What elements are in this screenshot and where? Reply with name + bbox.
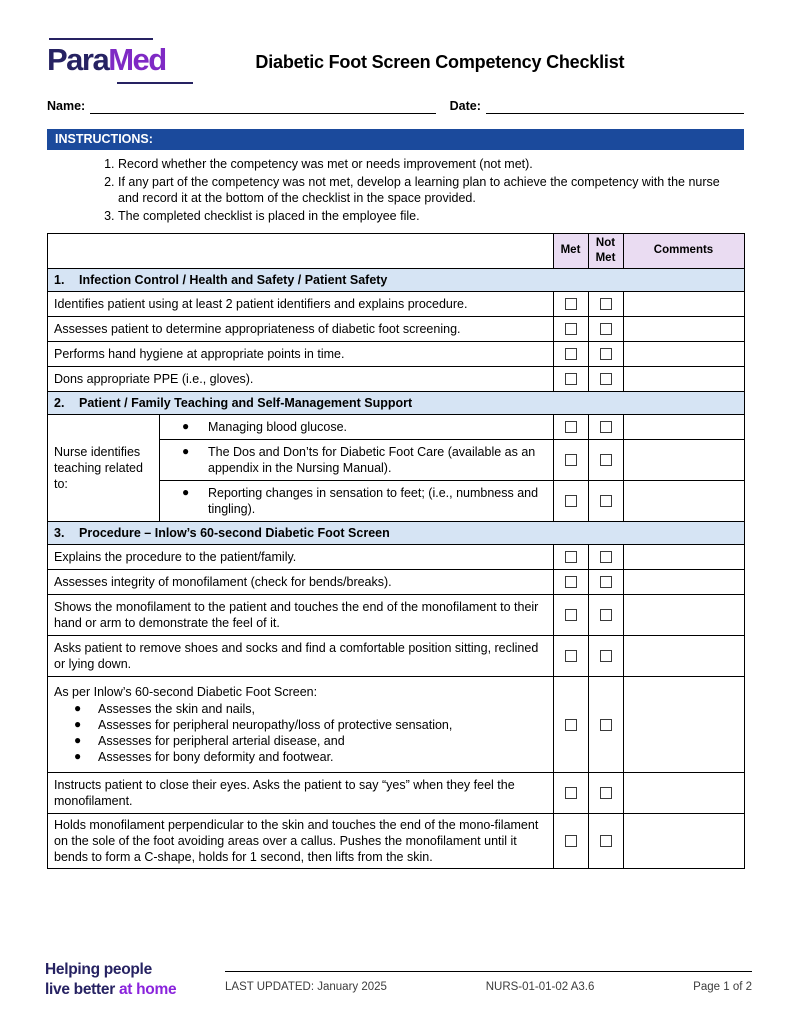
comments-cell[interactable] [624,291,745,316]
not-met-cell [589,544,624,569]
row-description: ● Reporting changes in sensation to feet; (i.e., numbness and tingling). [160,480,554,521]
met-checkbox[interactable] [565,348,577,360]
met-checkbox[interactable] [565,421,577,433]
column-header-row [48,234,745,268]
met-cell [554,569,589,594]
section-number: 3. [54,525,65,540]
met-checkbox[interactable] [565,576,577,588]
row-description: ● The Dos and Don’ts for Diabetic Foot Care (available as an appendix in the Nursing Manual). [160,439,554,480]
page-number: Page 1 of 2 [693,981,752,994]
not-met-checkbox[interactable] [600,787,612,799]
document-code: NURS-01-01-02 A3.6 [485,981,595,994]
section-title: Patient / Family Teaching and Self-Management Support [79,395,413,410]
tagline-line-2: live better at home [45,980,177,998]
row-description: Holds monofilament perpendicular to the skin and touches the end of the mono-filament on the sole of the foot avoiding areas over a callus. Pushes the monofilament until it bends to form a C-shape, holds for 1 second, then lifts from the skin. [48,813,554,868]
section-title: Infection Control / Health and Safety / Patient Safety [79,272,388,287]
met-cell [554,480,589,521]
section-3-header-row [48,521,745,544]
comments-cell[interactable] [624,544,745,569]
name-field [47,99,436,114]
section-2-header [48,391,745,414]
logo-text-para: Para [47,42,109,77]
comments-cell[interactable] [624,676,745,772]
bullet-item: ● Assesses for peripheral neuropathy/loss of protective sensation, [74,716,453,732]
assessment-bullet-list [54,701,546,765]
row-description: Explains the procedure to the patient/family. [48,544,554,569]
not-met-cell [589,772,624,813]
comments-cell[interactable] [624,316,745,341]
bullet-icon: ● [182,443,190,458]
date-label: Date: [449,99,481,114]
table-row [48,414,745,439]
table-row [48,291,745,316]
header-spacer [48,234,554,268]
date-input-line[interactable] [486,99,744,114]
table-row [48,676,745,772]
met-checkbox[interactable] [565,719,577,731]
bullet-item: ● Assesses for bony deformity and footwear. [74,748,334,764]
not-met-cell [589,439,624,480]
name-label: Name: [47,99,86,114]
not-met-cell [589,341,624,366]
table-row [48,772,745,813]
row-description: Identifies patient using at least 2 patient identifiers and explains procedure. [48,291,554,316]
met-cell [554,366,589,391]
instruction-item: 3. The completed checklist is placed in the employee file. [118,208,740,225]
not-met-checkbox[interactable] [600,348,612,360]
instructions-header: INSTRUCTIONS: [47,129,744,150]
bullet-icon: ● [182,418,190,433]
row-description: Shows the monofilament to the patient and touches the end of the monofilament to their hand or arm to demonstrate the feel of it. [48,594,554,635]
not-met-cell [589,316,624,341]
logo-text [47,43,166,77]
table-row [48,813,745,868]
section-title: Procedure – Inlow’s 60-second Diabetic Foot Screen [79,525,390,540]
met-cell [554,635,589,676]
not-met-checkbox[interactable] [600,719,612,731]
date-field [450,99,744,114]
row-description: Dons appropriate PPE (i.e., gloves). [48,366,554,391]
met-cell [554,439,589,480]
page-title: Diabetic Foot Screen Competency Checklist [255,52,625,72]
not-met-cell [589,813,624,868]
table-row [48,635,745,676]
bullet-icon: ● [74,700,82,715]
not-met-cell [589,414,624,439]
comments-cell[interactable] [624,772,745,813]
comments-cell[interactable] [624,594,745,635]
row-lead-text: As per Inlow’s 60-second Diabetic Foot Screen: [54,684,318,699]
met-checkbox[interactable] [565,787,577,799]
tagline-line-1: Helping people [45,961,152,979]
met-checkbox[interactable] [565,495,577,507]
comments-cell[interactable] [624,569,745,594]
met-cell [554,813,589,868]
met-checkbox[interactable] [565,373,577,385]
met-cell [554,772,589,813]
not-met-checkbox[interactable] [600,495,612,507]
met-cell [554,676,589,772]
met-checkbox[interactable] [565,650,577,662]
met-checkbox[interactable] [565,323,577,335]
row-description: ● Managing blood glucose. [160,414,554,439]
not-met-checkbox[interactable] [600,576,612,588]
paramed-logo [47,36,166,86]
bullet-item: ● Assesses for peripheral arterial disease, and [74,732,345,748]
section-number: 1. [54,272,65,287]
comments-cell[interactable] [624,813,745,868]
not-met-cell [589,569,624,594]
row-lead: Nurse identifies teaching related to: [48,414,160,521]
comments-cell[interactable] [624,414,745,439]
not-met-cell [589,594,624,635]
name-input-line[interactable] [90,99,435,114]
met-checkbox[interactable] [565,835,577,847]
row-description [48,676,554,772]
row-description: Asks patient to remove shoes and socks and find a comfortable position sitting, reclined or lying down. [48,635,554,676]
table-row [48,544,745,569]
brand-tagline [45,960,225,999]
met-checkbox[interactable] [565,609,577,621]
table-row [48,316,745,341]
not-met-cell [589,291,624,316]
instruction-item: 1. Record whether the competency was met or needs improvement (not met). [118,156,740,173]
section-1-header [48,268,745,291]
section-number: 2. [54,395,65,410]
instruction-item: 2. If any part of the competency was not met, develop a learning plan to achieve the competency with the nurse and record it at the bottom of the checklist in the space provided. [118,174,740,207]
not-met-checkbox[interactable] [600,551,612,563]
not-met-cell [589,366,624,391]
met-cell [554,291,589,316]
not-met-cell [589,480,624,521]
not-met-checkbox[interactable] [600,373,612,385]
row-description: Instructs patient to close their eyes. Asks the patient to say “yes” when they feel the monofilament. [48,772,554,813]
met-cell [554,316,589,341]
section-1-header-row [48,268,745,291]
section-3-header [48,521,745,544]
bullet-icon: ● [74,748,82,763]
section-2-header-row [48,391,745,414]
table-row [48,341,745,366]
bullet-item: ● Assesses the skin and nails, [74,700,256,716]
met-cell [554,594,589,635]
met-checkbox[interactable] [565,454,577,466]
bullet-icon: ● [182,484,190,499]
footer-meta [225,971,752,993]
not-met-checkbox[interactable] [600,421,612,433]
instructions-list [47,156,744,224]
met-column-header: Met [554,234,589,268]
row-description: Performs hand hygiene at appropriate points in time. [48,341,554,366]
page-footer [45,960,752,999]
met-checkbox[interactable] [565,298,577,310]
comments-column-header: Comments [624,234,745,268]
comments-cell[interactable] [624,439,745,480]
comments-cell[interactable] [624,341,745,366]
not-met-checkbox[interactable] [600,609,612,621]
table-row [48,594,745,635]
page-header [47,36,744,86]
name-date-row [47,99,744,114]
last-updated: LAST UPDATED: January 2025 [225,981,387,994]
bullet-icon: ● [74,716,82,731]
met-cell [554,341,589,366]
table-row [48,366,745,391]
not-met-cell [589,635,624,676]
met-cell [554,544,589,569]
met-checkbox[interactable] [565,551,577,563]
comments-cell[interactable] [624,366,745,391]
not-met-checkbox[interactable] [600,454,612,466]
not-met-cell [589,676,624,772]
comments-cell[interactable] [624,635,745,676]
table-row [48,569,745,594]
row-description: Assesses patient to determine appropriateness of diabetic foot screening. [48,316,554,341]
logo-bottom-rule [117,82,193,84]
comments-cell[interactable] [624,480,745,521]
competency-table [47,233,745,868]
bullet-icon: ● [74,732,82,747]
not-met-checkbox[interactable] [600,650,612,662]
not-met-checkbox[interactable] [600,835,612,847]
met-cell [554,414,589,439]
not-met-checkbox[interactable] [600,298,612,310]
not-met-checkbox[interactable] [600,323,612,335]
not-met-column-header: Not Met [589,234,624,268]
logo-top-rule [49,38,153,40]
row-description: Assesses integrity of monofilament (check for bends/breaks). [48,569,554,594]
logo-text-med: Med [108,42,166,77]
